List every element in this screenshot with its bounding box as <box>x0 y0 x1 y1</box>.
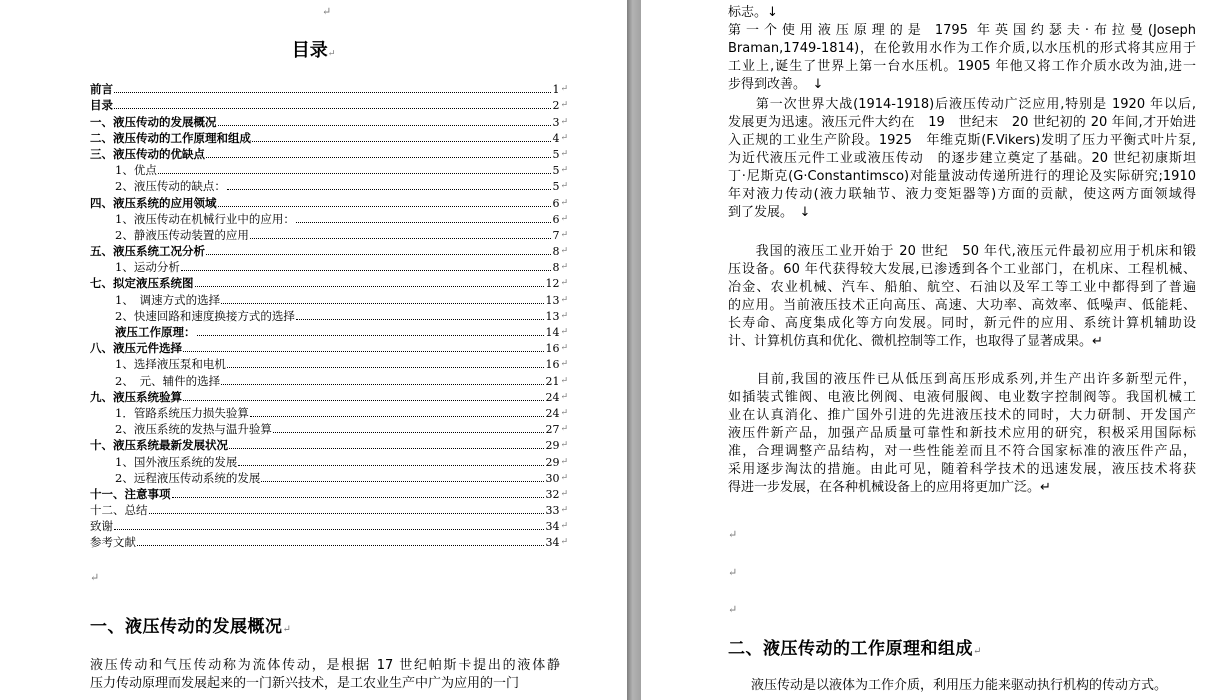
toc-entry[interactable] <box>90 274 568 290</box>
paragraph-mark: ↵ <box>560 343 568 354</box>
paragraph-mark: ↵ <box>560 505 568 516</box>
toc-entry-title: 2、快速回路和速度换接方式的选择 <box>115 308 295 323</box>
paragraph-mark: ↵ <box>90 571 100 584</box>
paragraph-mark: ↵ <box>560 116 568 127</box>
toc-entry-title: 九、液压系统验算 <box>90 389 182 404</box>
section-heading: 一、液压传动的发展概况↵ <box>90 617 292 637</box>
paragraph-mark: ↵ <box>560 229 568 240</box>
toc-leader-dots <box>183 350 544 352</box>
toc-entry[interactable] <box>90 129 568 145</box>
toc-page-number: 1 <box>552 83 560 97</box>
text-line: 标志。↓ <box>728 5 778 20</box>
toc-leader-dots <box>221 383 544 385</box>
toc-entry[interactable] <box>90 469 568 485</box>
toc-entry-title: 2、远程液压传动系统的发展 <box>115 470 261 485</box>
toc-page-number: 24 <box>545 390 560 404</box>
toc-entry-title: 2、静液压传动装置的应用 <box>115 227 249 242</box>
toc-page-number: 12 <box>545 277 560 291</box>
toc-leader-dots <box>206 156 551 158</box>
body-paragraph <box>728 96 1196 222</box>
paragraph-mark: ↵ <box>560 132 568 143</box>
paragraph-mark: ↵ <box>560 424 568 435</box>
toc-entry[interactable] <box>90 420 568 436</box>
toc-leader-dots <box>250 415 545 417</box>
paragraph-mark: ↵ <box>560 488 568 499</box>
table-of-contents <box>90 80 568 549</box>
toc-entry-title: 1．管路系统压力损失验算 <box>115 405 249 420</box>
toc-entry[interactable] <box>90 242 568 258</box>
toc-leader-dots <box>183 399 544 401</box>
toc-leader-dots <box>158 172 552 174</box>
text-line: 压力传动原理而发展起来的一门新兴技术，是工农业生产中广为应用的一门 <box>90 676 520 691</box>
toc-entry-title: 1、优点 <box>115 163 157 178</box>
toc-page-number: 4 <box>552 131 560 145</box>
toc-page-number: 16 <box>545 358 560 372</box>
paragraph-mark: ↵ <box>560 262 568 273</box>
text-line: 长寿命、高度集成化等方向发展。同时，新元件的应用、系统计算机辅助设 <box>728 316 1196 331</box>
toc-leader-dots <box>114 528 544 530</box>
text-line: 到了发展。 ↓ <box>728 205 811 220</box>
toc-entry-title: 2、液压系统的发热与温升验算 <box>115 422 272 437</box>
paragraph-mark: ↵ <box>560 375 568 386</box>
toc-entry[interactable] <box>90 112 568 128</box>
toc-leader-dots <box>149 512 545 514</box>
paragraph-mark: ↵ <box>560 213 568 224</box>
text-line: 丁·尼斯克(G·Constantimsco)对能量波动传递所进行的理论及实际研究;1910 <box>728 169 1196 184</box>
toc-leader-dots <box>227 366 545 368</box>
toc-entry-title: 目录 <box>90 98 113 113</box>
toc-title: 目录↵ <box>291 40 336 61</box>
toc-entry-title: 2、 元、辅件的选择 <box>115 373 221 388</box>
paragraph-mark: ↵ <box>560 440 568 451</box>
toc-leader-dots <box>195 285 545 287</box>
toc-leader-dots <box>206 253 551 255</box>
text-line: 液压传动是以液体为工作介质，利用压力能来驱动执行机构的传动方式。 <box>751 678 1168 693</box>
toc-entry-title: 八、液压元件选择 <box>90 341 182 356</box>
paragraph-mark: ↵ <box>728 528 738 541</box>
toc-page-number: 27 <box>545 423 560 437</box>
toc-leader-dots <box>181 269 552 271</box>
toc-leader-dots <box>114 91 551 93</box>
toc-entry[interactable] <box>90 226 568 242</box>
toc-entry-title: 1、液压传动在机械行业中的应用： <box>115 211 295 226</box>
toc-entry[interactable] <box>90 323 568 339</box>
toc-entry-title: 十二、总结 <box>90 503 148 518</box>
toc-page-number: 34 <box>545 536 560 550</box>
toc-page-number: 6 <box>552 212 560 226</box>
text-line: 工业上,诞生了世界上第一台水压机。1905 年他又将工作介质水改为油,进一 <box>728 59 1196 74</box>
toc-entry[interactable] <box>90 145 568 161</box>
toc-page-number: 14 <box>545 326 560 339</box>
toc-page-number: 33 <box>545 504 560 518</box>
text-line: 第一次世界大战(1914-1918)后液压传动广泛应用,特别是 1920 年以后, <box>728 97 1196 112</box>
toc-entry[interactable] <box>90 193 568 209</box>
text-line: 压设备。60 年代获得较大发展,已渗透到各个工业部门，在机床、工程机械、 <box>728 262 1196 277</box>
toc-entry-title: 十、液压系统最新发展状况 <box>90 438 228 453</box>
body-paragraph <box>90 657 560 693</box>
toc-page-number: 34 <box>545 520 560 534</box>
toc-entry[interactable] <box>90 258 568 274</box>
toc-page-number: 7 <box>552 228 560 242</box>
toc-leader-dots <box>238 464 544 466</box>
toc-leader-dots <box>261 480 544 482</box>
toc-entry[interactable] <box>90 177 568 193</box>
paragraph-mark: ↵ <box>560 148 568 159</box>
paragraph-mark: ↵ <box>560 84 568 95</box>
text-line: 采用逐步淘汰的措施。由此可见，随着科学技术的迅速发展，液压技术将获 <box>728 462 1196 477</box>
text-line: Braman,1749-1814)，在伦敦用水作为工作介质,以水压机的形式将其应用于 <box>728 41 1196 56</box>
body-paragraph <box>728 4 1196 22</box>
paragraph-mark: ↵ <box>560 294 568 305</box>
toc-leader-dots <box>229 447 544 449</box>
toc-entry-title: 致谢 <box>90 519 113 534</box>
paragraph-mark: ↵ <box>560 456 568 467</box>
toc-entry[interactable] <box>90 96 568 112</box>
toc-entry[interactable] <box>90 307 568 323</box>
toc-leader-dots <box>296 318 545 320</box>
toc-entry[interactable] <box>90 404 568 420</box>
text-line: 发展更为迅速。液压元件大约在 19 世纪末 20 世纪初的 20 年间,才开始进 <box>728 115 1196 130</box>
paragraph-mark: ↵ <box>560 391 568 402</box>
toc-entry[interactable] <box>90 501 568 517</box>
paragraph-mark: ↵ <box>560 472 568 483</box>
text-line: 入正规的工业生产阶段。1925 年维克斯(F.Vikers)发明了压力平衡式叶片泵, <box>728 133 1196 148</box>
paragraph-mark: ↵ <box>560 359 568 370</box>
page-gutter <box>627 0 641 700</box>
paragraph-mark: ↵ <box>560 327 568 337</box>
toc-entry-title: 1、运动分析 <box>115 260 180 275</box>
paragraph-mark: ↵ <box>560 246 568 257</box>
text-line: 第一个使用液压原理的是 1795 年英国约瑟夫·布拉曼(Joseph <box>728 23 1196 38</box>
toc-entry[interactable] <box>90 371 568 387</box>
toc-entry[interactable] <box>90 485 568 501</box>
text-line: 目前,我国的液压件已从低压到高压形成系列,并生产出许多新型元件， <box>728 372 1196 387</box>
body-paragraph <box>728 22 1196 94</box>
toc-page-number: 13 <box>545 309 560 323</box>
text-line: 液压传动和气压传动称为流体传动，是根据 17 世纪帕斯卡提出的液体静 <box>90 658 560 673</box>
toc-entry-title: 三、液压传动的优缺点 <box>90 146 205 161</box>
toc-page-number: 8 <box>552 245 560 259</box>
toc-entry-title: 前言 <box>90 82 113 97</box>
toc-page-number: 5 <box>552 147 560 161</box>
toc-entry[interactable] <box>90 339 568 355</box>
toc-leader-dots <box>221 302 544 304</box>
toc-entry[interactable] <box>90 290 568 306</box>
body-paragraph <box>751 677 1211 695</box>
toc-leader-dots <box>137 544 544 546</box>
text-line: 年对液力传动(液力联轴节、液力变矩器等)方面的贡献，使这两方面领域得 <box>728 187 1196 202</box>
toc-entry-title: 五、液压系统工况分析 <box>90 244 205 259</box>
toc-entry-title: 1、国外液压系统的发展 <box>115 454 238 469</box>
toc-entry-title: 1、 调速方式的选择 <box>115 292 221 307</box>
toc-page-number: 24 <box>545 406 560 420</box>
toc-leader-dots <box>218 124 552 126</box>
paragraph-mark: ↵ <box>560 100 568 111</box>
text-line: 如插装式锥阀、电液比例阀、电液伺服阀、电业数字控制阀等。我国机械工 <box>728 390 1196 405</box>
paragraph-mark: ↵ <box>560 521 568 532</box>
paragraph-mark: ↵ <box>560 197 568 208</box>
toc-entry[interactable] <box>90 355 568 371</box>
toc-entry-title: 十一、注意事项 <box>90 486 171 501</box>
toc-page-number: 5 <box>552 180 560 194</box>
toc-leader-dots <box>114 107 551 109</box>
toc-page-number: 30 <box>545 471 560 485</box>
toc-leader-dots <box>227 188 552 190</box>
text-line: 的应用。当前液压技术正向高压、高速、大功率、高效率、低噪声、低能耗、 <box>728 298 1196 313</box>
text-line: 冶金、农业机械、汽车、船舶、航空、石油以及军工等工业中都得到了普遍 <box>728 280 1196 295</box>
toc-page-number: 5 <box>552 164 560 178</box>
text-line: 准，合理调整产品结构，对一些性能差而且不符合国家标准的液压件产品， <box>728 444 1196 459</box>
text-line: 为近代液压元件工业或液压传动 的逐步建立奠定了基础。20 世纪初康斯坦 <box>728 151 1196 166</box>
toc-entry[interactable] <box>90 452 568 468</box>
toc-entry[interactable] <box>90 80 568 96</box>
paragraph-mark: ↵ <box>322 5 332 18</box>
toc-page-number: 32 <box>545 487 560 501</box>
toc-leader-dots <box>273 431 545 433</box>
text-line: 液压件新产品，加强产品质量可靠性和新技术应用的研究，积极采用国际标 <box>728 426 1196 441</box>
toc-entry-title: 七、拟定液压系统图 <box>90 276 194 291</box>
toc-entry-title: 四、液压系统的应用领域 <box>90 195 217 210</box>
paragraph-mark: ↵ <box>560 165 568 176</box>
text-line: 业在认真消化、推广国外引进的先进液压技术的同时，大力研制、开发国产 <box>728 408 1196 423</box>
toc-entry-title: 一、液压传动的发展概况 <box>90 114 217 129</box>
toc-page-number: 16 <box>545 342 560 356</box>
text-line: 步得到改善。 ↓ <box>728 77 824 92</box>
toc-page-number: 29 <box>545 439 560 453</box>
toc-entry[interactable] <box>90 436 568 452</box>
toc-leader-dots <box>296 221 552 223</box>
text-line: 我国的液压工业开始于 20 世纪 50 年代,液压元件最初应用于机床和锻 <box>728 244 1196 259</box>
paragraph-mark: ↵ <box>560 537 568 548</box>
toc-page-number: 13 <box>545 293 560 307</box>
toc-entry[interactable] <box>90 210 568 226</box>
paragraph-mark: ↵ <box>560 181 568 192</box>
toc-entry[interactable] <box>90 161 568 177</box>
section-heading: 二、液压传动的工作原理和组成↵ <box>728 639 982 659</box>
toc-entry[interactable] <box>90 388 568 404</box>
toc-entry-title: 1、选择液压泵和电机 <box>115 357 226 372</box>
toc-entry[interactable] <box>90 533 568 549</box>
toc-page-number: 8 <box>552 261 560 275</box>
paragraph-mark: ↵ <box>728 603 738 616</box>
toc-leader-dots <box>250 237 552 239</box>
paragraph-mark: ↵ <box>728 566 738 579</box>
paragraph-mark: ↵ <box>560 310 568 321</box>
toc-page-number: 2 <box>552 99 560 113</box>
body-paragraph <box>728 243 1196 351</box>
toc-entry-title: 2、液压传动的缺点： <box>115 179 226 194</box>
toc-entry-title: 液压工作原理： <box>115 325 196 339</box>
text-line: 得进一步发展，在各种机械设备上的应用将更加广泛。↵ <box>728 480 1051 495</box>
document-page-right <box>641 0 1218 700</box>
toc-leader-dots <box>252 140 551 142</box>
text-line: 计、计算机仿真和优化、微机控制等工作，也取得了显著成果。↵ <box>728 334 1103 349</box>
toc-page-number: 3 <box>552 115 560 129</box>
toc-leader-dots <box>218 205 552 207</box>
paragraph-mark: ↵ <box>560 407 568 418</box>
toc-leader-dots <box>197 334 545 336</box>
body-paragraph <box>728 371 1196 497</box>
toc-leader-dots <box>172 496 545 498</box>
toc-entry-title: 二、液压传动的工作原理和组成 <box>90 130 251 145</box>
toc-page-number: 6 <box>552 196 560 210</box>
paragraph-mark: ↵ <box>560 278 568 289</box>
toc-entry[interactable] <box>90 517 568 533</box>
toc-page-number: 29 <box>545 455 560 469</box>
toc-entry-title: 参考文献 <box>90 535 136 550</box>
toc-page-number: 21 <box>545 374 560 388</box>
